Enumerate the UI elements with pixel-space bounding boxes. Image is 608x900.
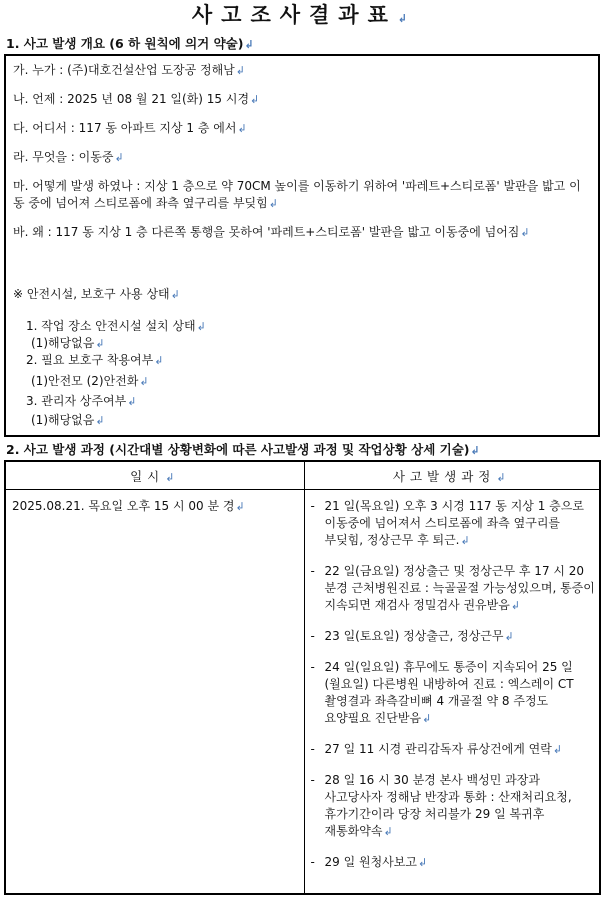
return-mark-icon: ↲	[235, 500, 245, 513]
overview-where: 다. 어디서 : 117 동 아파트 지상 1 층 에서↲	[13, 121, 247, 135]
list-item: - 21 일(목요일) 오후 3 시경 117 동 지상 1 층으로 이동중에 넘어져서 스티로폼에 좌측 옆구리를 부딪힘, 정상근무 후 퇴근.↲	[311, 498, 596, 549]
document-title: 사고조사결과표↲	[191, 3, 417, 27]
accident-process-cell	[304, 490, 600, 895]
list-item: - 22 일(금요일) 정상출근 및 정상근무 후 17 시 20 분경 근처병원진료 : 늑골골절 가능성있으며, 통증이 지속되면 재검사 정밀검사 권유받음↲	[311, 563, 596, 614]
overview-what: 라. 무엇을 : 이동중↲	[13, 150, 124, 164]
return-mark-icon: ↲	[470, 444, 480, 457]
overview-why: 바. 왜 : 117 동 지상 1 층 다른쪽 통행을 못하여 '파레트+스티로폼' 발판을 밟고 이동중에 넘어짐↲	[13, 225, 530, 239]
return-mark-icon: ↲	[268, 197, 278, 210]
return-mark-icon: ↲	[422, 712, 432, 725]
return-mark-icon: ↲	[154, 354, 164, 367]
list-item: - 29 일 원청사보고↲	[311, 854, 596, 871]
return-mark-icon: ↲	[250, 93, 260, 106]
return-mark-icon: ↲	[127, 395, 137, 408]
overview-when: 나. 언제 : 2025 년 08 월 21 일(화) 15 시경↲	[13, 92, 260, 106]
list-item: - 24 일(일요일) 휴무에도 통증이 지속되어 25 일(월요일) 다른병원 내방하여 진료 : 엑스레이 CT 촬영결과 좌측갈비뼈 4 개골절 약 8 주정도 요양필요 진단받음↲	[311, 659, 596, 727]
process-column-header: 사고발생과정↲	[304, 461, 600, 490]
safety-item-2-answer: (1)안전모 (2)안전화↲	[31, 374, 149, 388]
return-mark-icon: ↲	[496, 470, 511, 484]
return-mark-icon: ↲	[170, 288, 180, 301]
return-mark-icon: ↲	[237, 122, 247, 135]
accident-overview-box	[4, 54, 600, 437]
list-item: - 23 일(토요일) 정상출근, 정상근무↲	[311, 628, 596, 645]
section1-heading: 1. 사고 발생 개요 (6 하 원칙에 의거 약술)↲	[6, 36, 254, 51]
accident-date-cell: 2025.08.21. 목요일 오후 15 시 00 분 경↲	[5, 490, 304, 895]
return-mark-icon: ↲	[417, 856, 428, 869]
return-mark-icon: ↲	[504, 630, 514, 643]
return-mark-icon: ↲	[397, 12, 417, 25]
list-item: - 27 일 11 시경 관리감독자 류상건에게 연락↲	[311, 741, 596, 758]
safety-item-1: 1. 작업 장소 안전시설 설치 상태↲	[26, 319, 206, 333]
safety-status-title: ※ 안전시설, 보호구 사용 상태↲	[13, 287, 180, 301]
safety-item-3-answer: (1)해당없음↲	[31, 413, 105, 427]
table-row	[5, 490, 600, 895]
return-mark-icon: ↲	[95, 337, 105, 350]
overview-how: 마. 어떻게 발생 하였나 : 지상 1 층으로 약 70CM 높이를 이동하기 위하여 '파레트+스티로폼' 발판을 밟고 이동 중에 넘어져 스티로폼에 좌측 옆구리를 부딪힘↲	[13, 179, 581, 210]
return-mark-icon: ↲	[196, 320, 206, 333]
return-mark-icon: ↲	[510, 599, 521, 612]
return-mark-icon: ↲	[95, 414, 105, 427]
return-mark-icon: ↲	[235, 64, 245, 77]
section2-heading: 2. 사고 발생 과정 (시간대별 상황변화에 따른 사고발생 과정 및 작업상황 상세 기술)↲	[6, 442, 480, 457]
safety-item-1-answer: (1)해당없음↲	[31, 336, 105, 350]
overview-who: 가. 누가 : (주)대호건설산업 도장공 정해남↲	[13, 63, 245, 77]
return-mark-icon: ↲	[552, 743, 563, 756]
return-mark-icon: ↲	[114, 151, 124, 164]
table-header-row	[5, 461, 600, 490]
safety-item-3: 3. 관리자 상주여부↲	[26, 394, 137, 408]
date-column-header: 일시↲	[5, 461, 304, 490]
return-mark-icon: ↲	[460, 534, 470, 547]
event-list	[305, 490, 600, 871]
return-mark-icon: ↲	[139, 375, 149, 388]
return-mark-icon: ↲	[383, 825, 393, 838]
list-item: - 28 일 16 시 30 분경 본사 백성민 과장과 사고당사자 정해남 반장과 통화 : 산재처리요청, 휴가기간이라 당장 처리불가 29 일 복귀후 재통화약속↲	[311, 772, 596, 840]
safety-item-2: 2. 필요 보호구 착용여부↲	[26, 353, 164, 367]
return-mark-icon: ↲	[244, 38, 254, 51]
return-mark-icon: ↲	[165, 470, 180, 484]
return-mark-icon: ↲	[520, 226, 530, 239]
accident-process-table	[4, 460, 601, 895]
